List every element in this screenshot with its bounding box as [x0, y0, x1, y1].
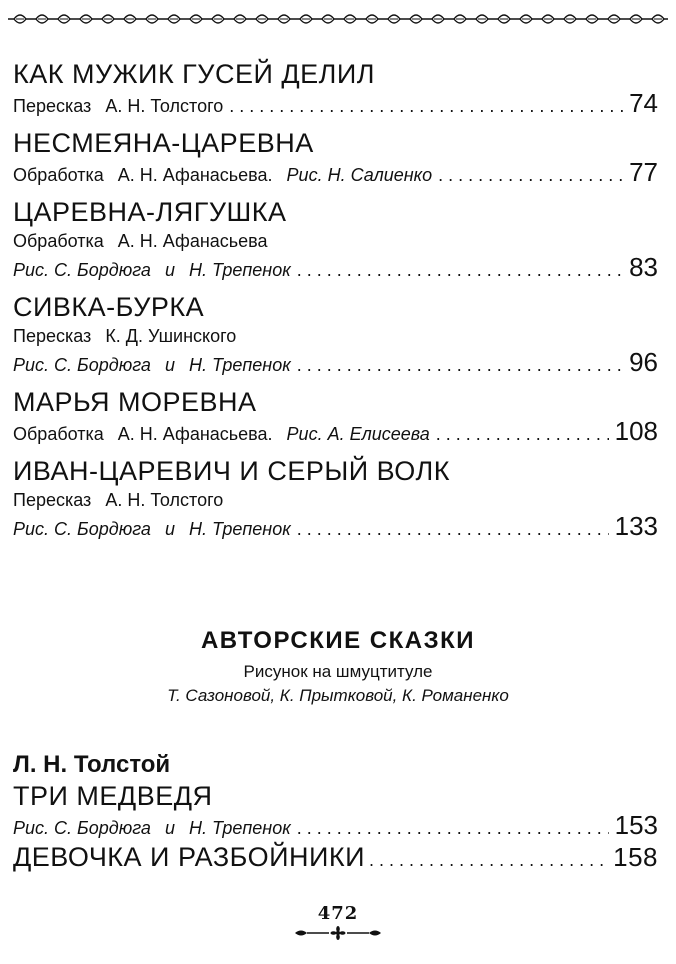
credit-label: Обработка [13, 231, 104, 251]
entry-illustrator-line [13, 812, 658, 841]
entry-credit-line [13, 228, 658, 254]
illustrator-conjunction: и [164, 355, 175, 375]
credit-name: А. Н. Толстого [105, 96, 224, 116]
entry-title: ИВАН-ЦАРЕВИЧ И СЕРЫЙ ВОЛК [13, 456, 450, 486]
section-subtitle: Рисунок на шмуцтитуле [243, 662, 433, 681]
entry-title: СИВКА-БУРКА [13, 292, 205, 322]
toc-entry[interactable] [13, 58, 658, 119]
entry-title: НЕСМЕЯНА-ЦАРЕВНА [13, 128, 314, 158]
entry-illustrator-line [13, 513, 658, 542]
illustrator: Рис. С. Бордюга [13, 355, 151, 375]
entry-title: ДЕВОЧКА И РАЗБОЙНИКИ [13, 842, 366, 872]
credit-label: Пересказ [13, 326, 92, 346]
section-credit: Т. Сазоновой, К. Прытковой, К. Романенко [167, 686, 509, 705]
entry-title: КАК МУЖИК ГУСЕЙ ДЕЛИЛ [13, 59, 376, 89]
top-ornament-border [8, 8, 668, 30]
page-number: 153 [614, 810, 658, 840]
table-of-contents [13, 58, 658, 550]
footer-ornament-icon [293, 926, 383, 940]
author-block [13, 750, 658, 876]
dot-leader [297, 257, 623, 283]
credit-name: А. Н. Толстого [105, 490, 224, 510]
leaf-border-icon [8, 8, 668, 30]
folio-page-number: 472 [317, 903, 359, 924]
credit-label: Обработка [13, 165, 104, 185]
entry-credit-line [13, 90, 658, 119]
toc-entry[interactable] [13, 386, 658, 447]
credit-name: К. Д. Ушинского [105, 326, 237, 346]
illustrator: Н. Трепенок [188, 355, 291, 375]
page-number: 96 [629, 347, 658, 377]
section-header [0, 626, 676, 708]
illustrator-conjunction: и [164, 818, 175, 838]
toc-entry[interactable] [13, 127, 658, 188]
page-number: 158 [613, 842, 658, 872]
illustrator: Рис. А. Елисеева [286, 424, 430, 444]
illustrator: Рис. С. Бордюга [13, 818, 151, 838]
dot-leader [297, 815, 609, 841]
credit-name: А. Н. Афанасьева. [117, 165, 273, 185]
dot-leader [438, 162, 623, 188]
page-number: 77 [629, 157, 658, 187]
illustrator: Рис. С. Бордюга [13, 260, 151, 280]
credit-name: А. Н. Афанасьева [117, 231, 268, 251]
credit-label: Обработка [13, 424, 104, 444]
dot-leader [369, 844, 609, 876]
illustrator: Н. Трепенок [188, 260, 291, 280]
page-number: 133 [614, 511, 658, 541]
dot-leader [297, 516, 609, 542]
dot-leader [297, 352, 623, 378]
dot-leader [229, 93, 623, 119]
entry-illustrator-line [13, 349, 658, 378]
illustrator: Рис. Н. Салиенко [286, 165, 433, 185]
toc-entry[interactable] [13, 291, 658, 378]
entry-credit-line [13, 323, 658, 349]
illustrator: Рис. С. Бордюга [13, 519, 151, 539]
entry-title: МАРЬЯ МОРЕВНА [13, 387, 257, 417]
dot-leader [436, 421, 609, 447]
page-footer [0, 903, 676, 940]
credit-label: Пересказ [13, 96, 92, 116]
toc-entry[interactable] [13, 455, 658, 542]
credit-name: А. Н. Афанасьева. [117, 424, 273, 444]
illustrator: Н. Трепенок [188, 818, 291, 838]
illustrator: Н. Трепенок [188, 519, 291, 539]
page-number: 108 [614, 416, 658, 446]
credit-label: Пересказ [13, 490, 92, 510]
entry-credit-line [13, 159, 658, 188]
entry-credit-line [13, 487, 658, 513]
entry-credit-line [13, 418, 658, 447]
toc-entry[interactable] [13, 196, 658, 283]
illustrator-conjunction: и [164, 519, 175, 539]
illustrator-conjunction: и [164, 260, 175, 280]
page-number: 83 [629, 252, 658, 282]
entry-title: ЦАРЕВНА-ЛЯГУШКА [13, 197, 287, 227]
section-title: АВТОРСКИЕ СКАЗКИ [200, 627, 476, 654]
author-name: Л. Н. Толстой [13, 751, 171, 778]
entry-title[interactable]: ТРИ МЕДВЕДЯ [13, 781, 213, 811]
toc-entry[interactable] [13, 841, 658, 876]
page-number: 74 [629, 88, 658, 118]
entry-illustrator-line [13, 254, 658, 283]
